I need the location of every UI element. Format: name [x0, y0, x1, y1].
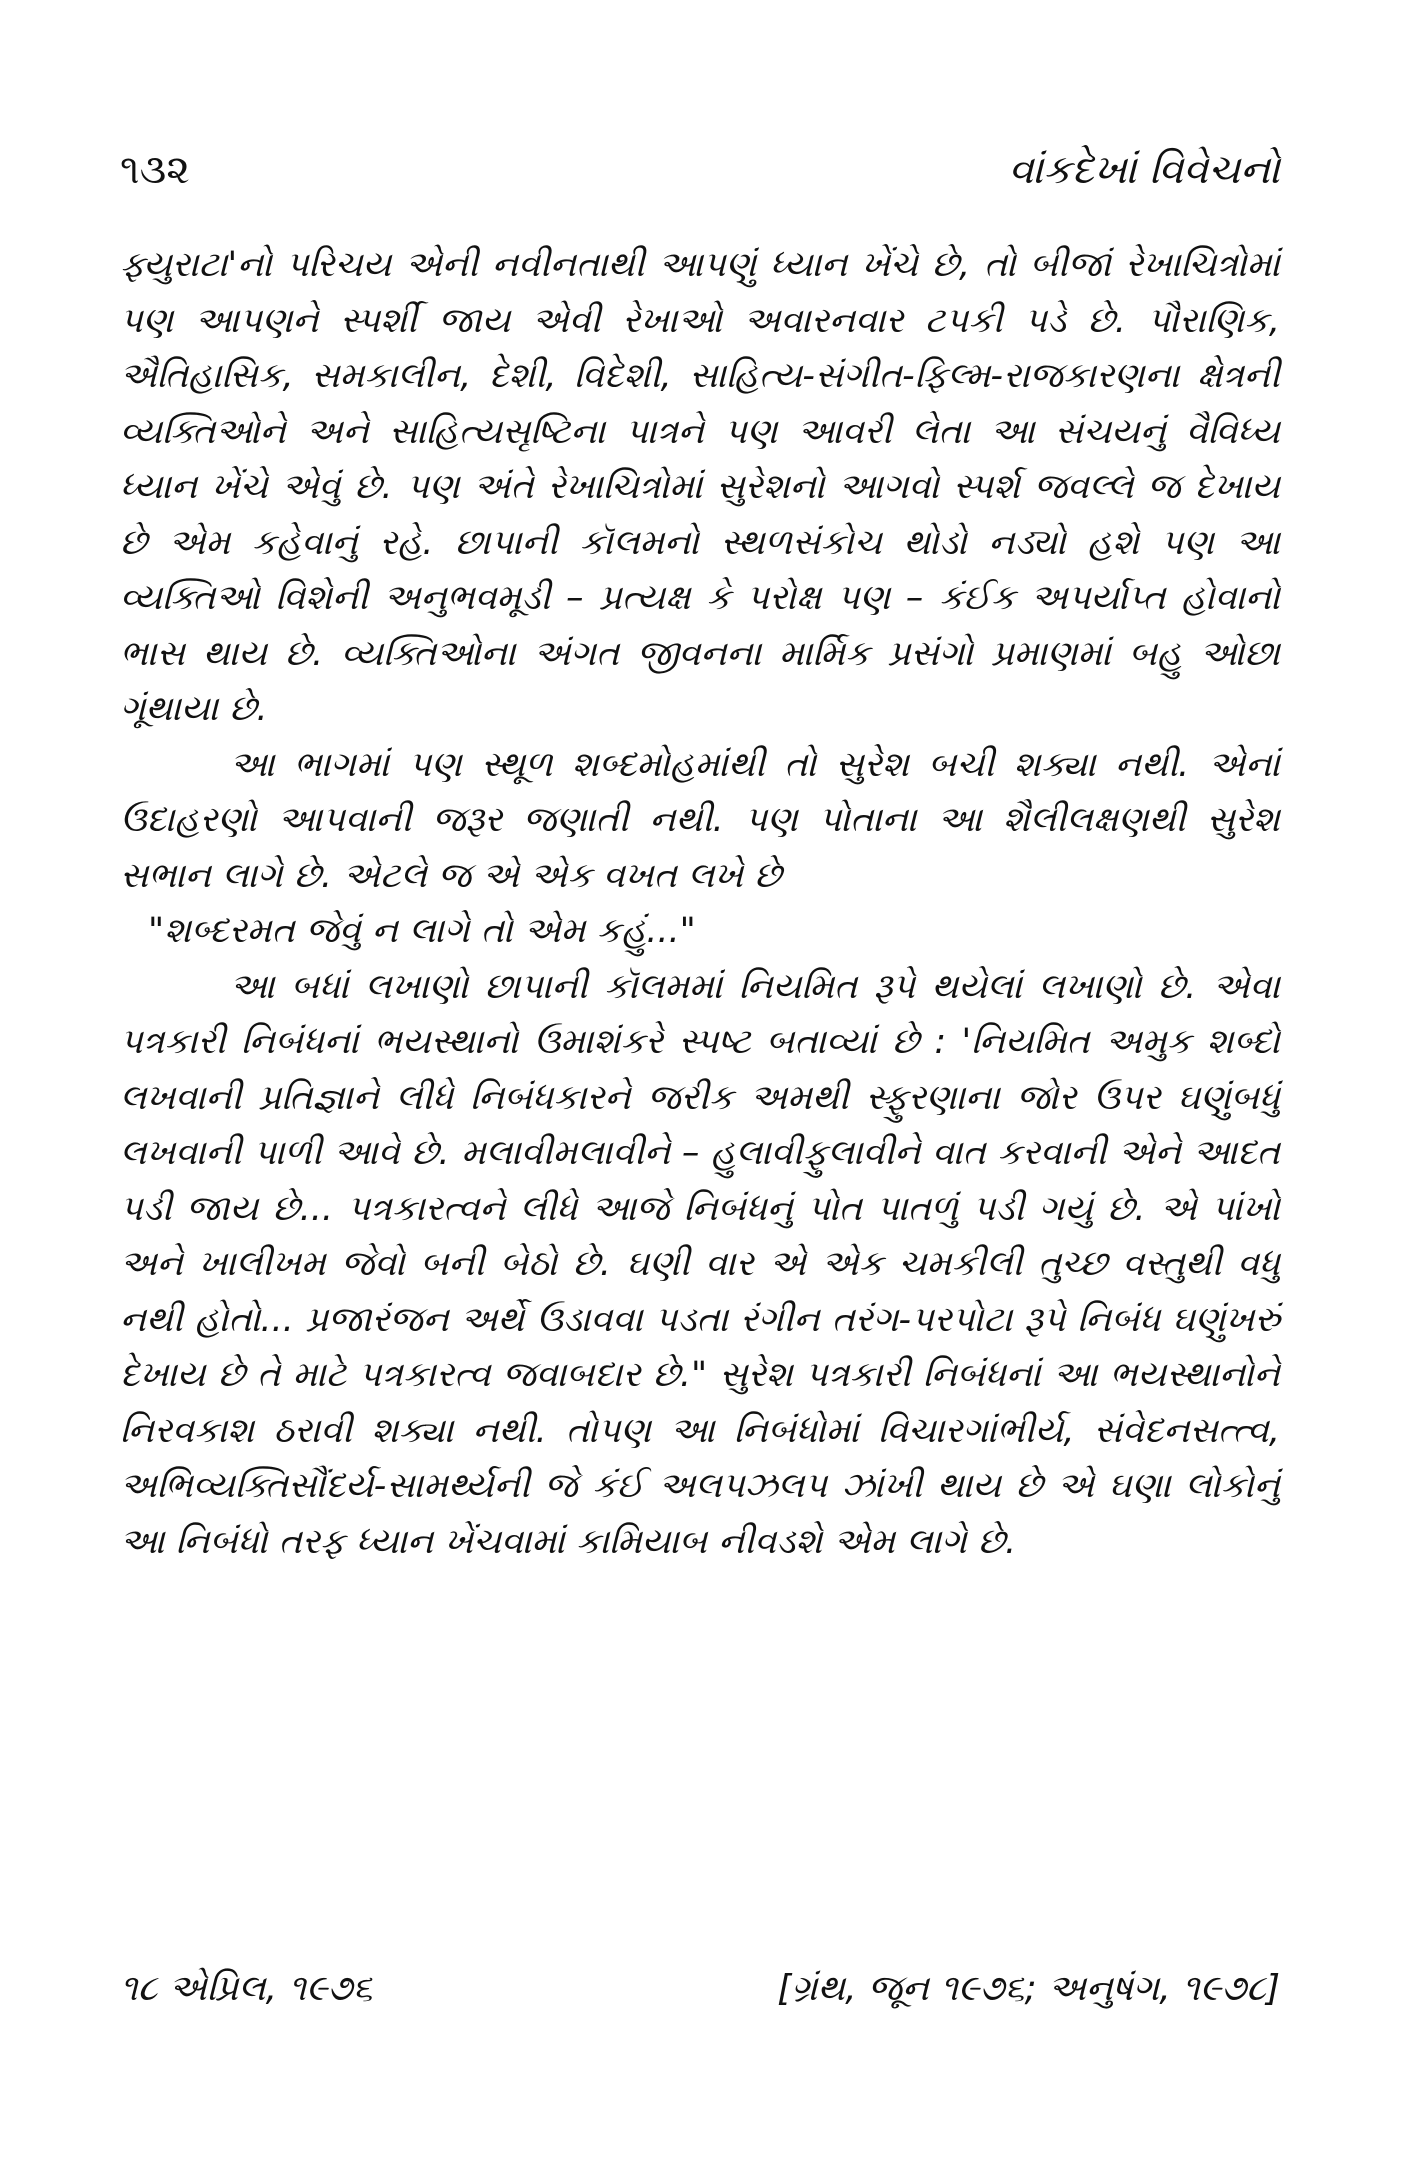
publication-date: ૧૮ એપ્રિલ, ૧૯૭૬ — [120, 1968, 373, 2009]
page-number: ૧૩૨ — [120, 147, 190, 193]
paragraph-2: આ ભાગમાં પણ સ્થૂળ શબ્દમોહમાંથી તો સુરેશ બચી શક્યા નથી. એનાં ઉદાહરણો આપવાની જરૂર જણાતી નથી. પણ પોતાના આ શૈલીલક્ષણથી સુરેશ સભાન લાગે છે. એટલે જ એ એક વખત લખે છે — [120, 744, 1280, 896]
paragraph-1: ફ્યુરાટા'નો પરિચય એની નવીનતાથી આપણું ધ્યાન ખેંચે છે, તો બીજાં રેખાચિત્રોમાં પણ આપણને સ્પર્શી જાય એવી રેખાઓ અવારનવાર ટપકી પડે છે. પૌરાણિક, ઐતિહાસિક, સમકાલીન, દેશી, વિદેશી, સાહિત્ય-સંગીત-ફિલ્મ-રાજકારણના ક્ષેત્રની વ્યક્તિઓને અને સાહિત્યસૃષ્ટિના પાત્રને પણ આવરી લેતા આ સંચયનું વૈવિધ્ય ધ્યાન ખેંચે એવું છે. પણ અંતે રેખાચિત્રોમાં સુરેશનો આગવો સ્પર્શ જવલ્લે જ દેખાય છે એમ કહેવાનું રહે. છાપાની કૉલમનો સ્થળસંકોચ થોડો નડ્યો હશે પણ આ વ્યક્તિઓ વિશેની અનુભવમૂડી – પ્રત્યક્ષ કે પરોક્ષ પણ – કંઈક અપર્યાપ્ત હોવાનો ભાસ થાય છે. વ્યક્તિઓના અંગત જીવનના માર્મિક પ્રસંગો પ્રમાણમાં બહુ ઓછા ગૂંથાયા છે. — [120, 245, 1280, 729]
running-title: વાંકદેખાં વિવેચનો — [1008, 147, 1280, 193]
publication-citation: [ગ્રંથ, જૂન ૧૯૭૬; અનુષંગ, ૧૯૭૮] — [777, 1968, 1280, 2009]
quoted-line: "શબ્દરમત જેવું ન લાગે તો એમ કહું..." — [148, 911, 696, 951]
paragraph-3: આ બધાં લખાણો છાપાની કૉલમમાં નિયમિત રૂપે થયેલાં લખાણો છે. એવા પત્રકારી નિબંધનાં ભયસ્થાનો ઉમાશંકરે સ્પષ્ટ બતાવ્યાં છે : 'નિયમિત અમુક શબ્દો લખવાની પ્રતિજ્ઞાને લીધે નિબંધકારને જરીક અમથી સ્ફુરણાના જોર ઉપર ઘણુંબધું લખવાની પાળી આવે છે. મલાવીમલાવીને – હુલાવીફુલાવીને વાત કરવાની એને આદત પડી જાય છે... પત્રકારત્વને લીધે આજે નિબંધનું પોત પાતળું પડી ગયું છે. એ પાંખો અને ખાલીખમ જેવો બની બેઠો છે. ઘણી વાર એ એક ચમકીલી તુચ્છ વસ્તુથી વધુ નથી હોતો... પ્રજારંજન અર્થે ઉડાવવા પડતા રંગીન તરંગ-પરપોટા રૂપે નિબંધ ઘણુંખરું દેખાય છે તે માટે પત્રકારત્વ જવાબદાર છે." સુરેશ પત્રકારી નિબંધનાં આ ભયસ્થાનોને નિરવકાશ ઠરાવી શક્યા નથી. તોપણ આ નિબંધોમાં વિચારગાંભીર્ય, સંવેદનસત્ત્વ, અભિવ્યક્તિસૌંદર્ય-સામર્થ્યની જે કંઈ અલપઝલપ ઝાંખી થાય છે એ ઘણા લોકોનું આ નિબંધો તરફ ધ્યાન ખેંચવામાં કામિયાબ નીવડશે એમ લાગે છે. — [120, 966, 1280, 1562]
body-text — [120, 238, 1280, 1570]
page-header — [120, 135, 1280, 205]
page-footer — [120, 1960, 1280, 2018]
